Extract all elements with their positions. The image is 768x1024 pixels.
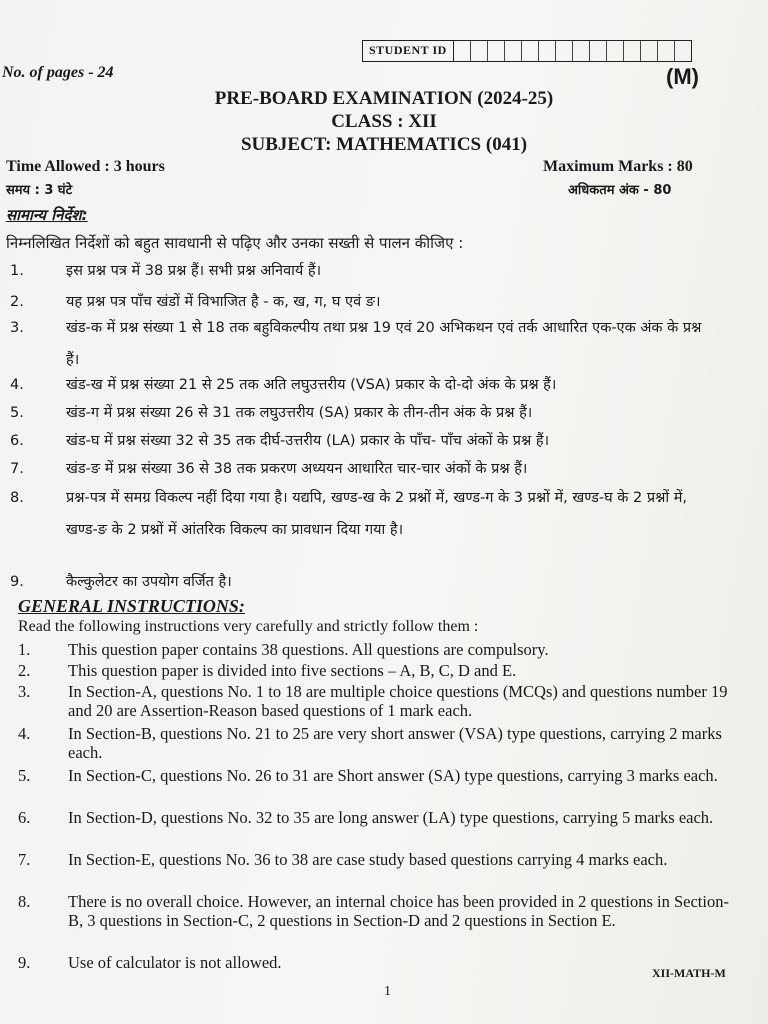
paper-code: (M) — [666, 64, 699, 89]
time-allowed-hindi: समय : 3 घंटे — [6, 183, 73, 198]
student-id-cell — [624, 41, 641, 61]
student-id-cell — [522, 41, 539, 61]
student-id-cell — [590, 41, 607, 61]
student-id-cell — [556, 41, 573, 61]
student-id-cell — [505, 41, 522, 61]
student-id-cell — [539, 41, 556, 61]
general-instructions-intro: Read the following instructions very carefully and strictly follow them : — [18, 618, 479, 635]
page-count: No. of pages - 24 — [2, 64, 114, 81]
student-id-cell — [658, 41, 675, 61]
student-id-cell — [641, 41, 658, 61]
student-id-cell — [488, 41, 505, 61]
student-id-cell — [675, 41, 691, 61]
class-title: CLASS : XII — [331, 111, 437, 132]
maximum-marks: Maximum Marks : 80 — [543, 158, 693, 175]
footer-code: XII-MATH-M — [652, 966, 726, 980]
general-instructions-heading: GENERAL INSTRUCTIONS: — [18, 596, 245, 616]
time-allowed: Time Allowed : 3 hours — [6, 158, 165, 175]
exam-title: PRE-BOARD EXAMINATION (2024-25) — [214, 88, 554, 109]
maximum-marks-hindi: अधिकतम अंक - 80 — [568, 183, 672, 198]
student-id-cell — [573, 41, 590, 61]
hindi-instructions-heading: सामान्य निर्देश: — [6, 206, 88, 224]
subject-title: SUBJECT: MATHEMATICS (041) — [240, 134, 528, 155]
student-id-cell — [471, 41, 488, 61]
hindi-instructions-intro: निम्नलिखित निर्देशों को बहुत सावधानी से पढ़िए और उनका सख्ती से पालन कीजिए : — [6, 234, 464, 252]
exam-page: STUDENT ID No. of pages - 24 (M) PRE-BOARD EXAMINATION (2024-25) CLASS : XII SUBJECT: MATHEMATICS (041) Time Allowed : 3 hours Maximum Marks : 80 समय : 3 घंटे अधिकतम अंक - 80 सामान्य निर्देश: निम्नलिखित निर्देशों को बहुत सावधानी से पढ़िए और उनका सख्ती से पालन कीजिए : 1. इस प्रश्न पत्र में 38 प्रश्न हैं। सभी प्रश्न अनिवार्य हैं। 2. यह प्रश्न पत्र पाँच खंडों में विभाजित है - क, ख, ग, घ एवं ङ। 3. खंड-क में प्रश्न संख्या 1 से 18 तक बहुविकल्पीय तथा प्रश्न 19 एवं 20 अभिकथन एवं तर्क आधारित एक-एक अंक के प्रश्न हैं। 4. खंड-ख में प्रश्न संख्या 21 से 25 तक अति लघुउत्तरीय (VSA) प्रकार के दो-दो अंक के प्रश्न हैं। 5. खंड-ग में प्रश्न संख्या 26 से 31 तक लघुउत्तरीय (SA) प्रकार के तीन-तीन अंक के प्रश्न हैं। 6. खंड-घ में प्रश्न संख्या 32 से 35 तक दीर्घ-उत्तरीय (LA) प्रकार के पाँच- पाँच अंकों के प्रश्न हैं। 7. खंड-ङ में प्रश्न संख्या 36 से 38 तक प्रकरण अध्ययन आधारित चार-चार अंकों के प्रश्न हैं। 8. प्रश्न-पत्र में समग्र विकल्प नहीं दिया गया है। यद्यपि, खण्ड-ख के 2 प्रश्नों में, खण्ड-ग के 3 प्रश्नों में, खण्ड-घ के 2 प्रश्नों में, खण्ड-ङ के 2 प्रश्नों में आंतरिक विकल्प का प्रावधान दिया गया है। 9. कैल्कुलेटर का उपयोग वर्जित है। GENERAL INSTRUCTIONS: Read the following instructions very carefully and strictly follow them : 1. This question paper contains 38 questions. All questions are compulsory. 2. This question paper is divided into five sections – A, B, C, D and E. 3. In Section-A, questions No. 1 to 18 are multiple choice questions (MCQs) and questions number 19 and 20 are Assertion-Reason based questions of 1 mark each. 4. In Section-B, questions No. 21 to 25 are very short answer (VSA) type questions, carrying 2 marks each. 5. In Section-C, questions No. 26 to 31 are Short answer (SA) type questions, carrying 3 marks each. 6. In Section-D, questions No. 32 to 35 are long answer (LA) type questions, carrying 5 marks each. 7. In Section-E, questions No. 36 to 38 are case study based questions carrying 4 marks each. 8. There is no overall choice. However, an internal choice has been provided in 2 questions in Section-B, 3 questions in Section-C, 2 questions in Section-D and 2 questions in Section E. 9. Use of calculator is not allowed. XII-MATH-M 1 — [0, 0, 768, 1024]
student-id-label: STUDENT ID — [363, 41, 454, 61]
page-number: 1 — [384, 984, 391, 999]
student-id-cell — [607, 41, 624, 61]
student-id-cell — [454, 41, 471, 61]
student-id-box — [362, 40, 692, 62]
